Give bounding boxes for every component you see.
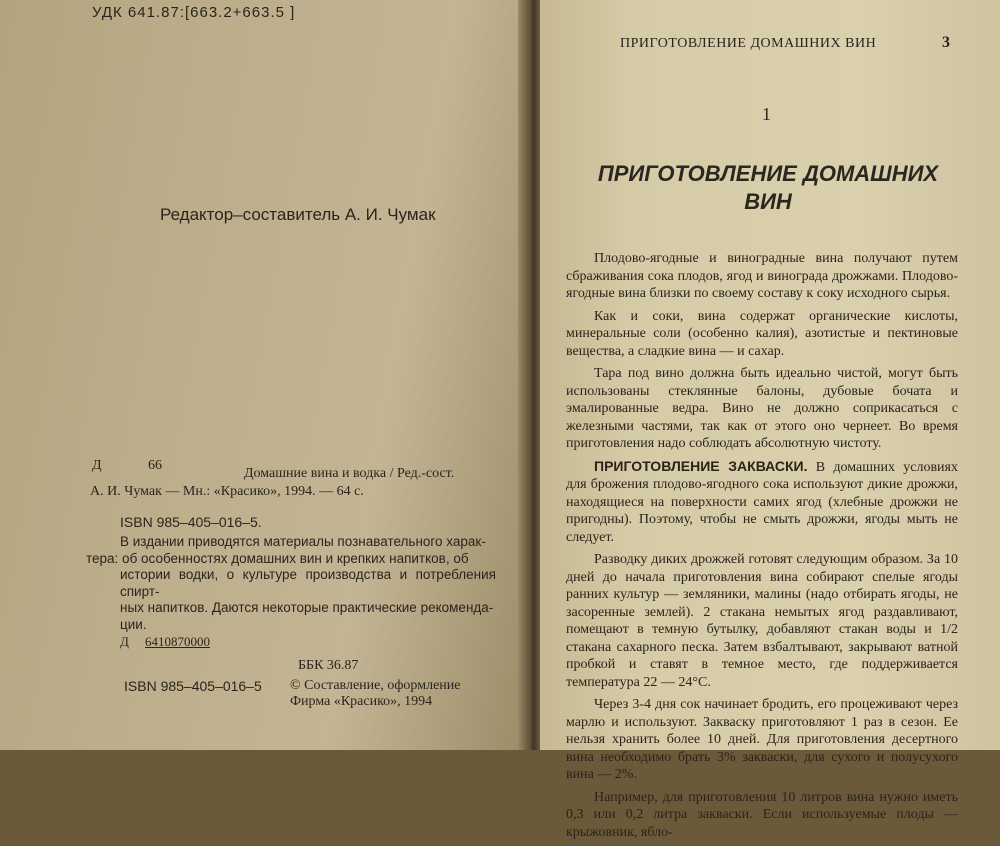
catalog-description: А. И. Чумак — Мн.: «Красико», 1994. — 64 с.: [90, 484, 364, 499]
index-letter: Д: [120, 634, 129, 649]
catalog-number: 66: [148, 458, 162, 473]
paragraph: Тара под вино должна быть идеально чистой, могут быть использованы стеклянные балоны, дубовые бочата и эмалированные ведра. Вино не должно соприкасаться с железными частями, так как от этого оно чернеет. Во время приготовления надо соблюдать абсолютную чистоту.: [566, 366, 958, 451]
chapter-title: [582, 160, 954, 216]
paragraph: [566, 458, 958, 547]
udk-code: УДК 641.87:[663.2+663.5 ]: [92, 4, 296, 21]
running-head: ПРИГОТОВЛЕНИЕ ДОМАШНИХ ВИН: [620, 36, 877, 51]
paragraph: Например, для приготовления 10 литров вина нужно иметь 0,3 или 0,2 литра закваски. Если используемые плоды — крыжовник, ябло-: [566, 789, 958, 840]
copyright-publisher: Фирма «Красико», 1994: [290, 694, 433, 709]
annotation: [86, 534, 496, 633]
catalog-title: Домашние вина и водка / Ред.-сост.: [244, 466, 455, 481]
index-number: 6410870000: [145, 634, 210, 649]
paragraph: Плодово-ягодные и виноградные вина получают путем сбраживания сока плодов, ягод и винограда дрожжами. Плодово-ягодные вина близки по своему составу к соку исходного сырья.: [566, 251, 958, 301]
catalog-letter: Д: [92, 458, 102, 473]
annotation-line: тера: об особенностях домашних вин и крепких напитков, об: [86, 550, 469, 566]
annotation-line: истории водки, о культуре производства и потребления спирт-: [120, 567, 496, 599]
annotation-line: ции.: [120, 616, 147, 632]
body-text: [566, 250, 958, 846]
chapter-number: 1: [762, 104, 771, 124]
section-heading: ПРИГОТОВЛЕНИЕ ЗАКВАСКИ.: [594, 457, 808, 474]
isbn-top: ISBN 985–405–016–5.: [120, 514, 262, 530]
page-number: 3: [942, 34, 950, 51]
bbk-code: ББК 36.87: [298, 658, 359, 673]
paragraph: Как и соки, вина содержат органические кислоты, минеральные соли (особенно калия), азотистые и пектиновые вещества, а сладкие вина — и сахар.: [566, 308, 958, 359]
left-page: [0, 0, 525, 750]
isbn-bottom: ISBN 985–405–016–5: [124, 678, 262, 694]
copyright-line: © Составление, оформление: [290, 678, 461, 693]
paragraph-text: В домашних условиях для брожения плодово-ягодного сока используют дикие дрожжи, находящиеся на поверхности самих ягод (хлебные дрожжи не пригодны). Поэтому, чтобы не смыть дрожжи, ягоды мыть не следует.: [566, 459, 958, 545]
chapter-title-line: ПРИГОТОВЛЕНИЕ ДОМАШНИХ: [597, 161, 939, 186]
annotation-line: В издании приводятся материалы познавательного харак-: [120, 534, 486, 549]
paragraph: Через 3-4 дня сок начинает бродить, его процеживают через марлю и используют. Закваску приготовляют 1 раз в сезон. Ее нельзя хранить более 10 дней. Для приготовления десертного вина необходимо брать 3% закваски, для сухого и полусухого вина — 2%.: [566, 697, 958, 782]
paragraph: Разводку диких дрожжей готовят следующим образом. За 10 дней до начала приготовления вина собирают спелые ягоды ранних культур — земляники, малины (надо отбирать ягоды, не засоренные землей). 2 стакана немытых ягод раздавливают, помещают в темную бутылку, добавляют стакан воды и 1/2 стакана сахарного песка. Затем взбалтывают, закрывают ватной пробкой и ставят в темное место, где поддерживается температура 22 — 24°С.: [566, 552, 958, 690]
editor-credit: Редактор–составитель А. И. Чумак: [160, 205, 436, 224]
annotation-line: ных напитков. Даются некоторые практические рекоменда-: [120, 600, 494, 615]
chapter-title-line: ВИН: [744, 189, 792, 214]
